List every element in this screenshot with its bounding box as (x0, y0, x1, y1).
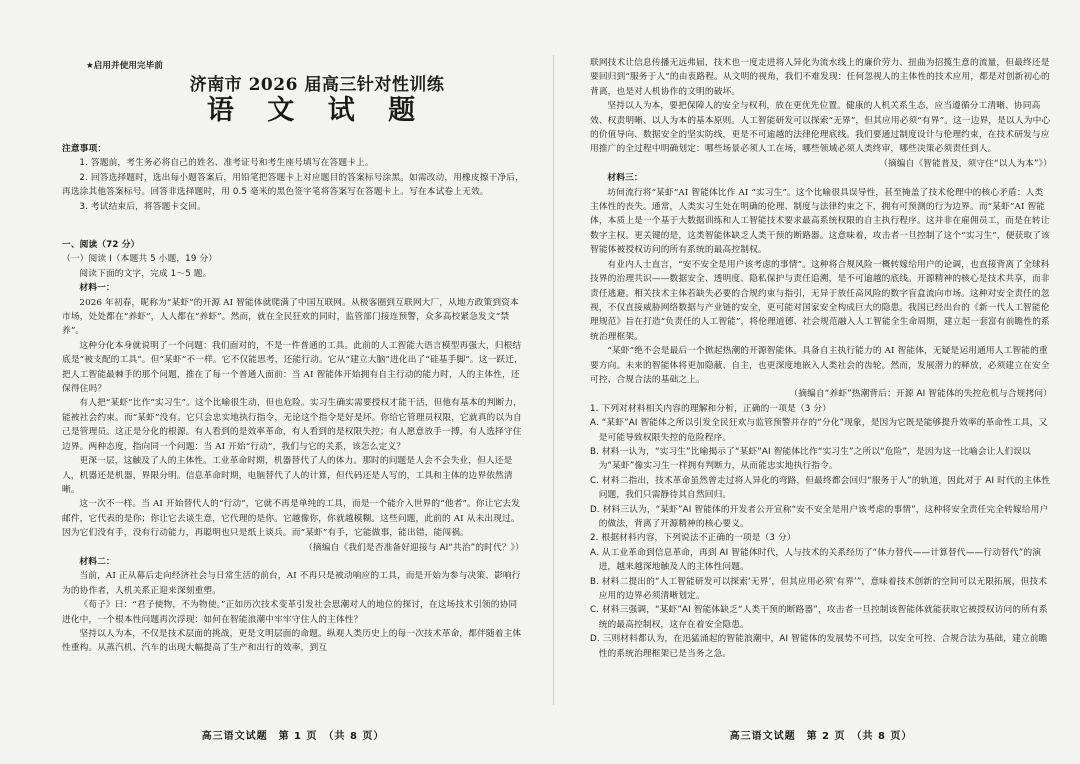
page-2 (590, 0, 1052, 764)
question-2-option-b: B. 材料二提出的“人工智能研发可以探索‘无界’，但其应用必须‘有界’”，意味着技术创新的空间可以无限拓展，但技术应用的边界必须清晰划定。 (590, 576, 1048, 602)
question-1-option-c: C. 材料二指出，技术革命虽然曾走过将人异化的弯路，但最终都会回归“服务于人”的轨道，因此对于 AI 时代的主体性问题，我们只需静待其自然回归。 (590, 475, 1051, 501)
material-2-paragraph: 坚持以人为本，不仅是技术层面的挑战，更是文明层面的命题。纵观人类历史上的每一次技术革命，都伴随着主体性重构。从蒸汽机、汽车的出现大幅提高了生产和出行的效率，到互 (62, 628, 522, 654)
material-3-paragraph: 有业内人士直言，“安不安全是用户该考虑的事情”。这种将合规风险一概转嫁给用户的论调，也直接背离了全球科技界的治理共识——数据安全、透明度、隐私保护与责任追溯，是不可逾越的底线。开源精神的核心是技术共享，而非责任逃避。相关技术主体若缺失必要的合规约束与指引，无异于放任高风险的数字盲盒流向市场。这种对安全责任的忽视，不仅直接威胁网络数据与产业链的安全，更可能对国家安全构成巨大的隐患。我国已经出台的《新一代人工智能伦理规范》旨在打造“负责任的人工智能”，将伦理道德、社会规范融入人工智能全生命周期，建立起一套富有前瞻性的系统治理框架。 (590, 259, 1050, 342)
notices (62, 142, 524, 214)
question-2-option-a: A. 从工业革命到信息革命，再到 AI 智能体时代，人与技术的关系经历了“体力替代——计算替代——行动替代”的演进，越来越深地触及人的主体性问题。 (590, 547, 1042, 573)
question-1-stem: 1. 下列对材料相关内容的理解和分析，正确的一项是（3 分） (590, 403, 832, 414)
page-2-body (590, 56, 1052, 661)
material-3-title: 材料三： (607, 173, 643, 184)
material-3-paragraph: “某虾”绝不会是最后一个掀起热潮的开源智能体。具备自主执行能力的 AI 智能体，无疑是运用通用人工智能的重要方向。未来的智能体将更加隐蔽、自主，也更深度地嵌入人类社会的齿轮。然而，发展潜力的释放，必须建立在安全可控、合规合法的基础之上。 (590, 346, 1050, 385)
material-2-title: 材料二： (79, 556, 115, 567)
question-2-option-d: D. 三则材料都认为，在迅猛涌起的智能浪潮中，AI 智能体的发展势不可挡，以安全可控、合规合法为基础，建立前瞻性的系统治理框架已是当务之急。 (590, 634, 1048, 659)
material-3-paragraph: 坊间流行将“某虾”AI 智能体比作 AI “实习生”。这个比喻很具误导性，甚至掩盖了技术伦理中的核心矛盾：人类主体性的丧失。通常，人类实习生处在明确的伦理、制度与法律约束之下，拥有可预测的行为边界。而“某虾”AI 智能体，本质上是一个基于大数据训练和人工智能技术要求最高系统权限的自主执行程序。这并非在雇佣员工，而是在转让数字主权。更关键的是，这类智能体缺乏人类干预的断路器。这意味着，攻击者一旦控制了这个“实习生”，便获取了该智能体被授权访问的所有系统的最高控制权。 (590, 187, 1050, 256)
instruction: 阅读下面的文字，完成 1～5 题。 (79, 268, 212, 279)
material-1-paragraph: 更深一层，这触及了人的主体性。工业革命时期，机器替代了人的体力。那时的问题是人会不会失业，但人还是人，机器还是机器，界限分明。信息革命时期，电脑替代了人的计算，但代码还是人写的，工具和主体的边界依然清晰。 (62, 456, 513, 495)
question-2-stem: 2. 根据材料内容，下列说法不正确的一项是（3 分） (590, 533, 796, 544)
material-1-paragraph: 2026 年初春，昵称为“某虾”的开源 AI 智能体就爬满了中国互联网。从极客圈到互联网大厂，从地方政策到资本市场，处处都在“养虾”，人人都在“养虾”。然而，就在全民狂欢的同时，监管部门接连预警，众多高校紧急发文“禁养”。 (62, 297, 519, 337)
question-2-option-c: C. 材料三强调，“某虾”AI 智能体缺乏“人类干预的断路器”，攻击者一旦控制该智能体就能获取它被授权访问的所有系统的最高控制权，这存在着安全隐患。 (590, 605, 1048, 630)
material-2-paragraph: 联网技术让信息传播无远弗届，技术也一度走进将人异化为流水线上的廉价劳力、扭曲为招揽生意的流量，但最终还是要回归到“服务于人”的由衷路程。从文明的视角，我们不难发现：任何忽视人的主体性的技术应用，都是对创新初心的背离，也是对人机协作的文明的破坏。 (590, 58, 1050, 97)
material-1-citation: （摘编自《我们是否准备好迎接与 AI“共治”的时代？》） (304, 542, 524, 553)
page-1-footer: 高三语文试题 第 1 页 （共 8 页） (201, 731, 385, 742)
page-divider (553, 55, 554, 705)
material-2-paragraph: 当前，AI 正从幕后走向经济社会与日常生活的前台，AI 不再只是被动响应的工具，而是开始为参与决策、影响行为的协作者，人机关系正迎来深刻重塑。 (62, 571, 521, 596)
question-1-option-a: A. “某虾”AI 智能体之所以引发全民狂欢与监管预警并存的“分化”现象，是因为它既是能够提升效率的革命性工具，又是可能导致权限失控的危险程序。 (590, 418, 1048, 443)
exam-title: 济南市 2026 届高三针对性训练 (189, 75, 445, 95)
material-1-paragraph: 这一次不一样。当 AI 开始替代人的“行动”，它就不再是单纯的工具，而是一个能介入世界的“他者”。你让它去发邮件，它代表的是你；你让它去谈生意，它代理的是你。它越像你，你就越模糊。这些问题，此前的 AI 从未出现过。因为它们没有手，没有行动能力，再聪明也只是纸上谈兵。而“某虾”有手，它能做事，能出错，能闯祸。 (62, 499, 521, 539)
section-heading: 一、阅读（72 分） (62, 240, 140, 250)
material-2-paragraph: 坚持以人为本，要把保障人的安全与权利，放在更优先位置。健康的人机关系生态，应当遵循分工清晰、协同高效、权责明晰、以人为本的基本原则。人工智能研发可以探索“无界”，但其应用必须“有界”。这一边界，是以人为中心的价值导向、数据安全的坚实防线，更是不可逾越的法律伦理底线。我们要通过制度设计与伦理约束，在技术研发与应用推广的全过程中明确划定：哪些场景必须人工在场，哪些领域必须人类终审，哪些决策必须责任到人。 (590, 101, 1051, 155)
notice-item: 2. 回答选择题时，选出每小题答案后，用铅笔把答题卡上对应题目的答案标号涂黑。如需改动，用橡皮擦干净后，再选涂其他答案标号。回答非选择题时，用 0.5 毫米的黑色签字笔将答案写在答题卡上。写在本试卷上无效。 (62, 172, 524, 198)
notice-item: 1. 答题前，考生务必将自己的姓名、准考证号和考生座号填写在答题卡上。 (79, 158, 374, 169)
notice-item: 3. 考试结束后，将答题卡交回。 (79, 201, 206, 212)
secret-notice: ★启用并使用完毕前 (86, 61, 163, 71)
material-1-paragraph: 有人把“某虾”比作“实习生”。这个比喻很生动，但也危险。实习生确实需要授权才能干活，但他有基本的判断力，能被社会约束。而“某虾”没有。它只会忠实地执行指令，无论这个指令是好是坏。你给它管理员权限，它就真的以为自己是管理员。这正是分化的根源。有人看到的是效率革命，有人看到的是权限失控；有人愿意放手一搏，有人选择守住边界。两种态度，指向同一个问题：当 AI 开始“行动”，我们与它的关系，该怎么定义？ (62, 398, 522, 452)
page-2-footer: 高三语文试题 第 2 页 （共 8 页） (729, 731, 913, 742)
reading-section (62, 238, 524, 656)
question-1-option-b: B. 材料一认为，“实习生”比喻揭示了“某虾”AI 智能体比作“实习生”之所以“危险”，是因为这一比喻会让人们误以为“某虾”像实习生一样拥有判断力，从而能忠实地执行指令。 (590, 446, 1031, 472)
notice-title: 注意事项： (62, 144, 107, 154)
subsection-heading: （一）阅读 Ⅰ（本题共 5 小题，19 分） (62, 254, 218, 265)
subject-title: 语 文 试 题 (206, 95, 428, 126)
page-1 (62, 0, 524, 764)
material-1-title: 材料一： (79, 283, 115, 294)
question-1-option-d: D. 材料三认为，“某虾”AI 智能体的开发者公开宣称“安不安全是用户该考虑的事情”，这种将安全责任完全转嫁给用户的做法，背离了开源精神的核心要义。 (590, 504, 1049, 529)
material-1-paragraph: 这种分化本身就说明了一个问题：我们面对的，不是一件普通的工具。此前的人工智能大语言模型再强大，归根结底是“被支配的工具”。但“某虾”不一样。它不仅能思考，还能行动。它从“建立大脑”进化出了“硅基手脚”。这一跃迁，把人工智能最棘手的那个问题，推在了每一个普通人面前：当 AI 智能体开始拥有自主行动的能力时，人的主体性，还保得住吗？ (62, 340, 523, 395)
material-2-paragraph: 《荀子》曰：“君子使物，不为物使。”正如历次技术变革引发社会思潮对人的地位的探讨，在这场技术引领的协同进化中，一个根本性问题再次浮现：如何在智能浪潮中牢牢守住人的主体性？ (62, 600, 518, 625)
material-3-citation: （摘编自“养虾”热潮背后：开源 AI 智能体的失控危机与合规拷问） (789, 389, 1052, 400)
material-2-citation: （摘编自《智能普及，须守住“以人为本”》） (879, 158, 1052, 169)
